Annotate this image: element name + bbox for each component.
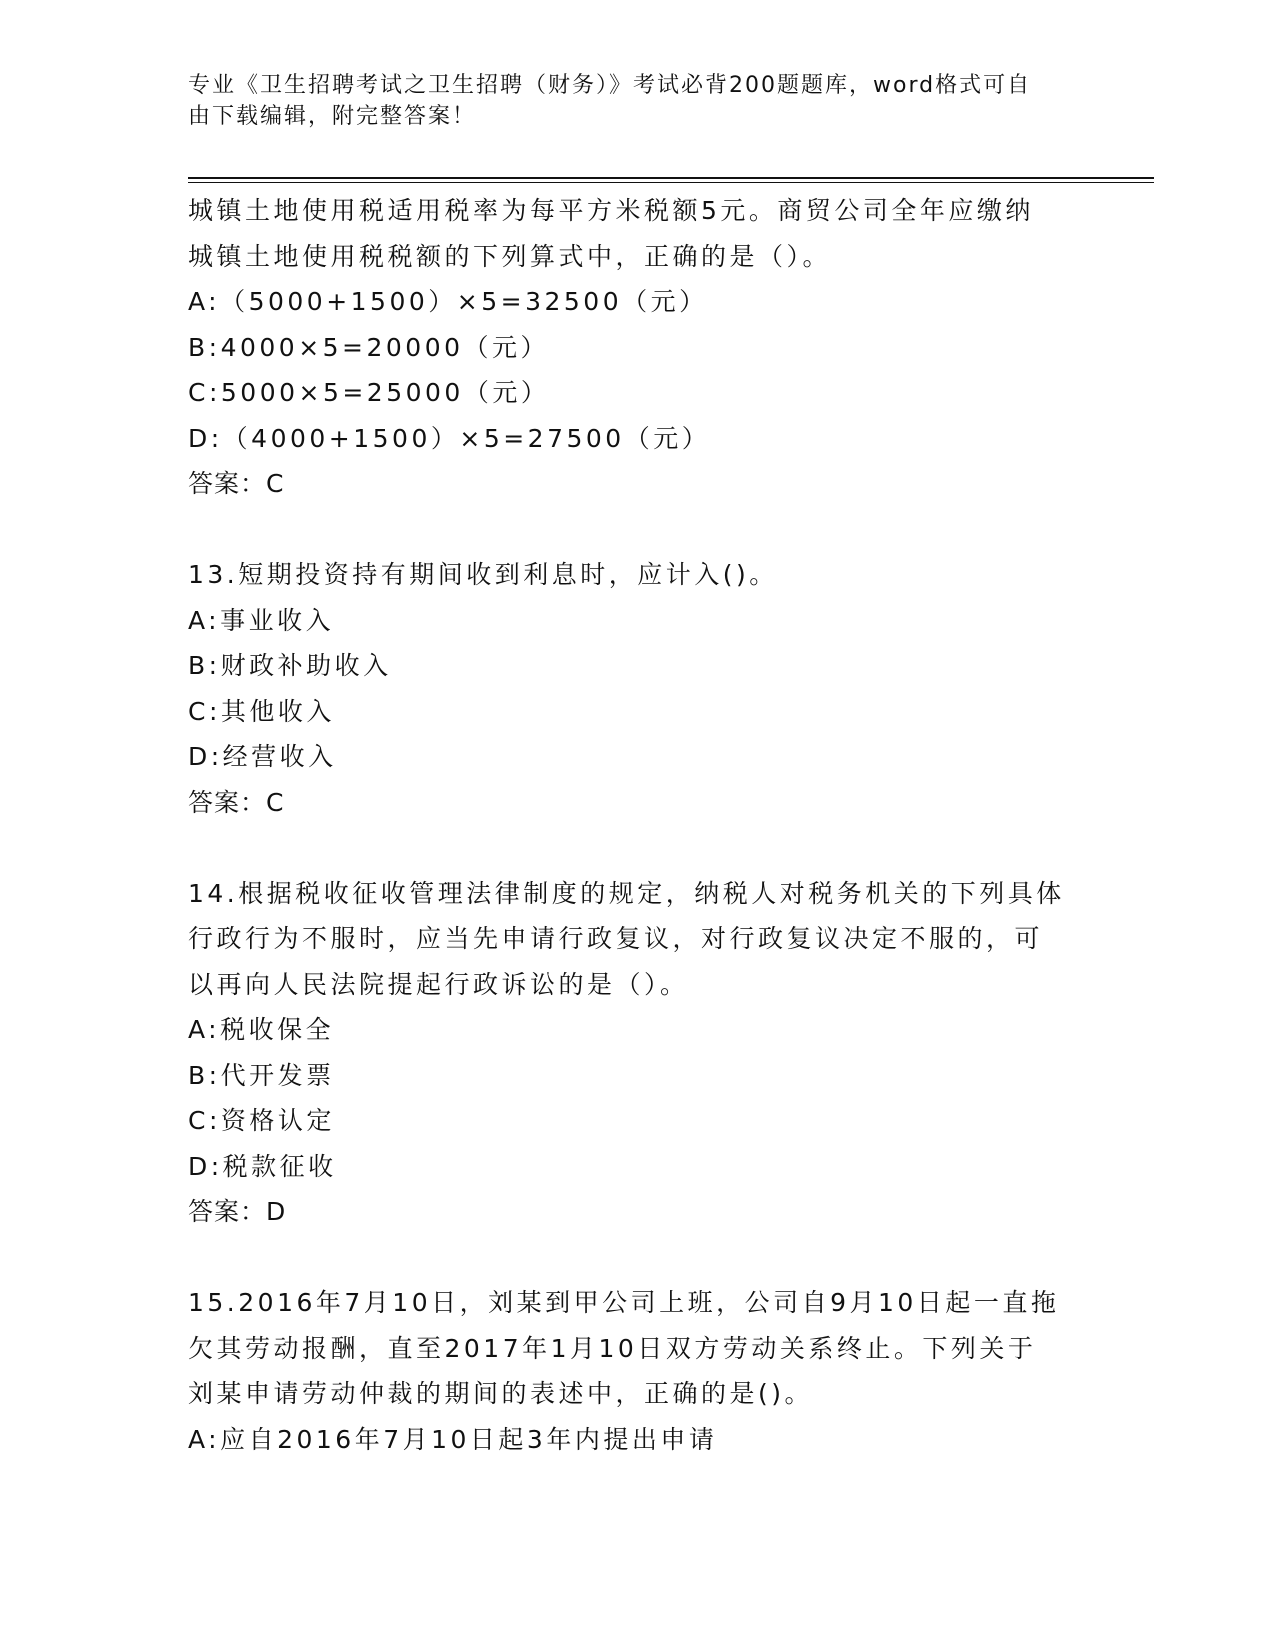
question-stem-line: 城镇土地使用税税额的下列算式中，正确的是（）。 bbox=[188, 241, 832, 271]
question-stem-line: 15.2016年7月10日，刘某到甲公司上班，公司自9月10日起一直拖 bbox=[188, 1288, 1060, 1317]
header-line-2: 由下载编辑，附完整答案！ bbox=[188, 104, 477, 129]
question-stem-line: 城镇土地使用税适用税率为每平方米税额5元。商贸公司全年应缴纳 bbox=[188, 196, 1034, 225]
question-15 bbox=[188, 1280, 1088, 1462]
question-stem-line: 13.短期投资持有期间收到利息时，应计入()。 bbox=[188, 560, 778, 589]
question-stem-line: 以再向人民法院提起行政诉讼的是（）。 bbox=[188, 969, 689, 999]
option-d: D:经营收入 bbox=[188, 742, 337, 771]
question-list bbox=[188, 188, 1088, 1462]
option-a: A:应自2016年7月10日起3年内提出申请 bbox=[188, 1424, 718, 1454]
option-c: C:其他收入 bbox=[188, 696, 335, 726]
option-b: B:代开发票 bbox=[188, 1060, 335, 1090]
option-b: B:4000×5=20000（元） bbox=[188, 332, 550, 362]
question-stem-line: 刘某申请劳动仲裁的期间的表述中，正确的是()。 bbox=[188, 1379, 814, 1408]
question-14 bbox=[188, 871, 1088, 1235]
answer-line: 答案：C bbox=[188, 469, 285, 498]
option-a: A:税收保全 bbox=[188, 1015, 335, 1044]
header-divider-thin bbox=[188, 182, 1154, 183]
question-spacer bbox=[188, 507, 1088, 553]
answer-line: 答案：D bbox=[188, 1197, 287, 1226]
question-stem-line: 欠其劳动报酬，直至2017年1月10日双方劳动关系终止。下列关于 bbox=[188, 1333, 1037, 1363]
option-c: C:5000×5=25000（元） bbox=[188, 378, 550, 407]
header-line-1: 专业《卫生招聘考试之卫生招聘（财务）》考试必背200题题库，word格式可自 bbox=[188, 73, 1032, 98]
question-stem-line: 行政行为不服时，应当先申请行政复议，对行政复议决定不服的，可 bbox=[188, 924, 1044, 953]
question-spacer bbox=[188, 1235, 1088, 1281]
answer-line: 答案：C bbox=[188, 787, 285, 817]
option-b: B:财政补助收入 bbox=[188, 651, 392, 680]
question-stem-line: 14.根据税收征收管理法律制度的规定，纳税人对税务机关的下列具体 bbox=[188, 878, 1065, 908]
question-spacer bbox=[188, 825, 1088, 871]
question-13 bbox=[188, 552, 1088, 825]
option-d: D:税款征收 bbox=[188, 1151, 337, 1181]
option-d: D:（4000+1500）×5=27500（元） bbox=[188, 423, 711, 453]
question-12 bbox=[188, 188, 1088, 507]
option-a: A:事业收入 bbox=[188, 605, 335, 635]
document-header bbox=[188, 70, 1088, 132]
option-c: C:资格认定 bbox=[188, 1106, 335, 1135]
header-divider-thick bbox=[188, 177, 1154, 179]
option-a: A:（5000+1500）×5=32500（元） bbox=[188, 287, 708, 316]
